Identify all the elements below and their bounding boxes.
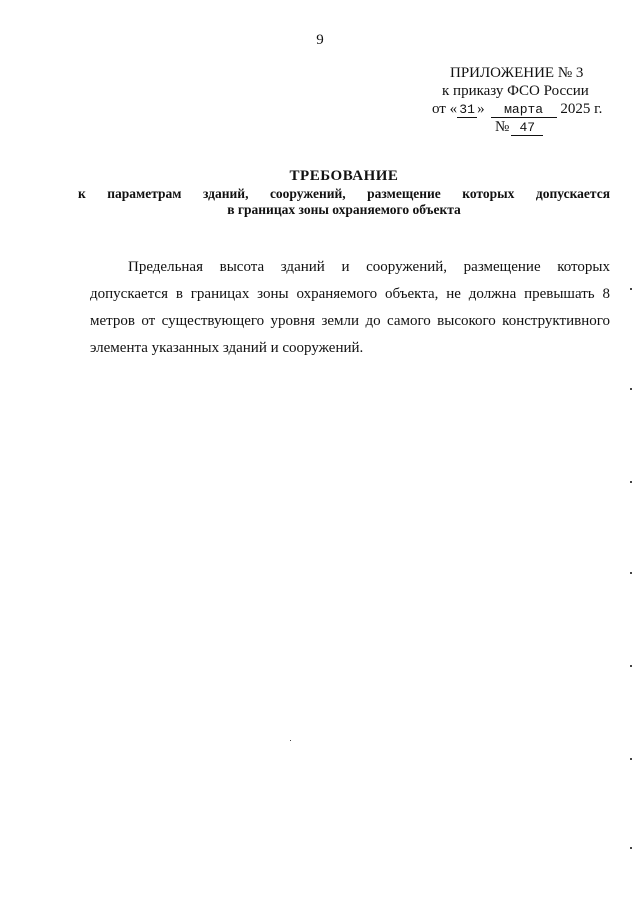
appendix-date bbox=[420, 100, 610, 118]
page-number: 9 bbox=[316, 32, 324, 48]
date-month: марта bbox=[491, 103, 557, 118]
heading-subtitle-line1: к параметрам зданий, сооружений, размещение которых допускается bbox=[78, 186, 610, 201]
appendix-number bbox=[420, 118, 610, 136]
date-year: 2025 г. bbox=[560, 101, 603, 117]
body-paragraph: Предельная высота зданий и сооружений, размещение которых допускается в границах зоны охраняемого объекта, не должна превышать 8 метров от существующего уровня земли до самого высокого конструктивного элемента указанных зданий и сооружений. bbox=[90, 259, 610, 356]
document-heading bbox=[78, 166, 610, 218]
number-prefix: № bbox=[495, 119, 510, 135]
number-value: 47 bbox=[511, 121, 543, 136]
date-prefix: от « bbox=[432, 101, 458, 117]
scan-speck bbox=[630, 388, 632, 390]
date-day: 31 bbox=[457, 103, 477, 118]
scan-speck bbox=[630, 288, 632, 290]
scan-speck bbox=[290, 740, 291, 741]
scan-speck bbox=[630, 572, 632, 574]
heading-subtitle-line2: в границах зоны охраняемого объекта bbox=[227, 202, 461, 217]
appendix-title: ПРИЛОЖЕНИЕ № 3 bbox=[450, 65, 584, 81]
appendix-block bbox=[420, 64, 610, 136]
date-close-quote: » bbox=[477, 101, 485, 117]
scan-speck bbox=[630, 665, 632, 667]
heading-title: ТРЕБОВАНИЕ bbox=[289, 168, 399, 184]
scan-speck bbox=[630, 758, 632, 760]
scan-speck bbox=[630, 481, 632, 483]
scan-speck bbox=[630, 847, 632, 849]
appendix-order: к приказу ФСО России bbox=[442, 83, 589, 99]
